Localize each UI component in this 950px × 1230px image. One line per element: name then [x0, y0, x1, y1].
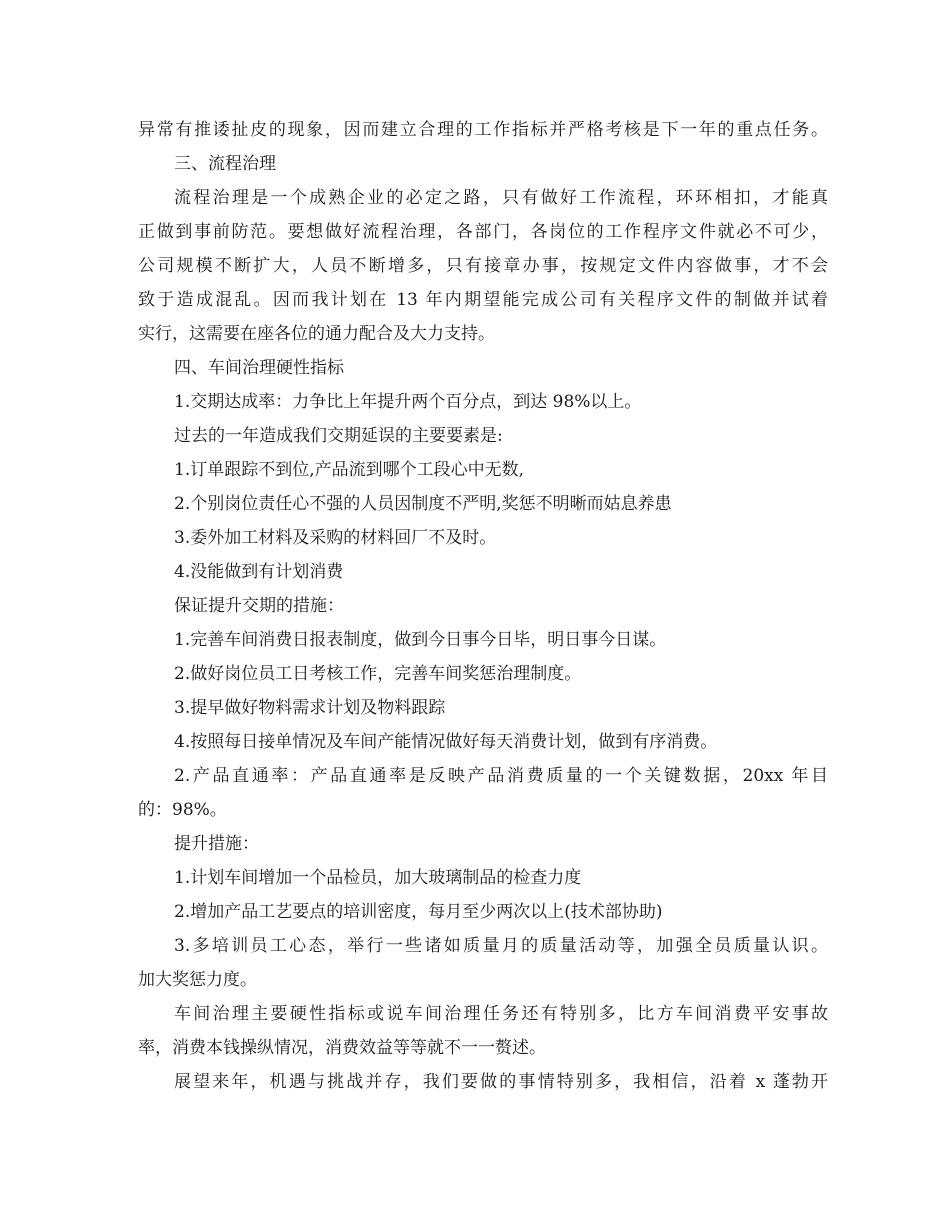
list-item: 1.订单跟踪不到位,产品流到哪个工段心中无数,	[174, 460, 525, 480]
section-heading: 三、流程治理	[174, 154, 276, 174]
paragraph-line: 实行，这需要在座各位的通力配合及大力支持。	[138, 324, 495, 344]
paragraph-line: 的：98%。	[138, 800, 227, 820]
list-item: 1.计划车间增加一个品检员，加大玻璃制品的检查力度	[174, 868, 582, 888]
list-item: 3.委外加工材料及采购的材料回厂不及时。	[174, 528, 497, 548]
paragraph-line: 流程治理是一个成熟企业的必定之路，只有做好工作流程，环环相扣，才能真	[174, 188, 828, 208]
list-item: 2.增加产品工艺要点的培训密度，每月至少两次以上(技术部协助)	[174, 902, 663, 922]
list-item: 2.个别岗位责任心不强的人员因制度不严明,奖惩不明晰而姑息养患	[174, 494, 672, 514]
paragraph-line: 异常有推诿扯皮的现象，因而建立合理的工作指标并严格考核是下一年的重点任务。	[138, 120, 828, 140]
list-item: 3.提早做好物料需求计划及物料跟踪	[174, 698, 446, 718]
paragraph-line: 提升措施：	[174, 834, 259, 854]
list-item: 2.做好岗位员工日考核工作，完善车间奖惩治理制度。	[174, 664, 582, 684]
paragraph-line: 车间治理主要硬性指标或说车间治理任务还有特别多，比方车间消费平安事故	[174, 1004, 828, 1024]
section-heading: 四、车间治理硬性指标	[174, 358, 344, 378]
list-item: 2.产品直通率：产品直通率是反映产品消费质量的一个关键数据，20xx 年目	[174, 766, 828, 786]
list-item: 3.多培训员工心态，举行一些诸如质量月的质量活动等，加强全员质量认识。	[174, 936, 828, 956]
list-item: 4.按照每日接单情况及车间产能情况做好每天消费计划，做到有序消费。	[174, 732, 718, 752]
list-item: 4.没能做到有计划消费	[174, 562, 344, 582]
paragraph-line: 公司规模不断扩大，人员不断增多，只有接章办事，按规定文件内容做事，才不会	[138, 256, 828, 276]
paragraph-line: 率，消费本钱操纵情况，消费效益等等就不一一赘述。	[138, 1038, 546, 1058]
paragraph-line: 致于造成混乱。因而我计划在 13 年内期望能完成公司有关程序文件的制做并试着	[138, 290, 828, 310]
document-body	[138, 113, 828, 1099]
paragraph-line: 正做到事前防范。要想做好流程治理，各部门，各岗位的工作程序文件就必不可少，	[138, 222, 828, 242]
list-item: 1.交期达成率：力争比上年提升两个百分点，到达 98%以上。	[174, 392, 642, 412]
list-item: 1.完善车间消费日报表制度，做到今日事今日毕，明日事今日谋。	[174, 630, 667, 650]
paragraph-line: 加大奖惩力度。	[138, 970, 257, 990]
paragraph-line: 保证提升交期的措施：	[174, 596, 344, 616]
paragraph-line: 展望来年，机遇与挑战并存，我们要做的事情特别多，我相信，沿着 x 蓬勃开	[174, 1072, 828, 1092]
paragraph-line: 过去的一年造成我们交期延误的主要要素是:	[174, 426, 503, 446]
